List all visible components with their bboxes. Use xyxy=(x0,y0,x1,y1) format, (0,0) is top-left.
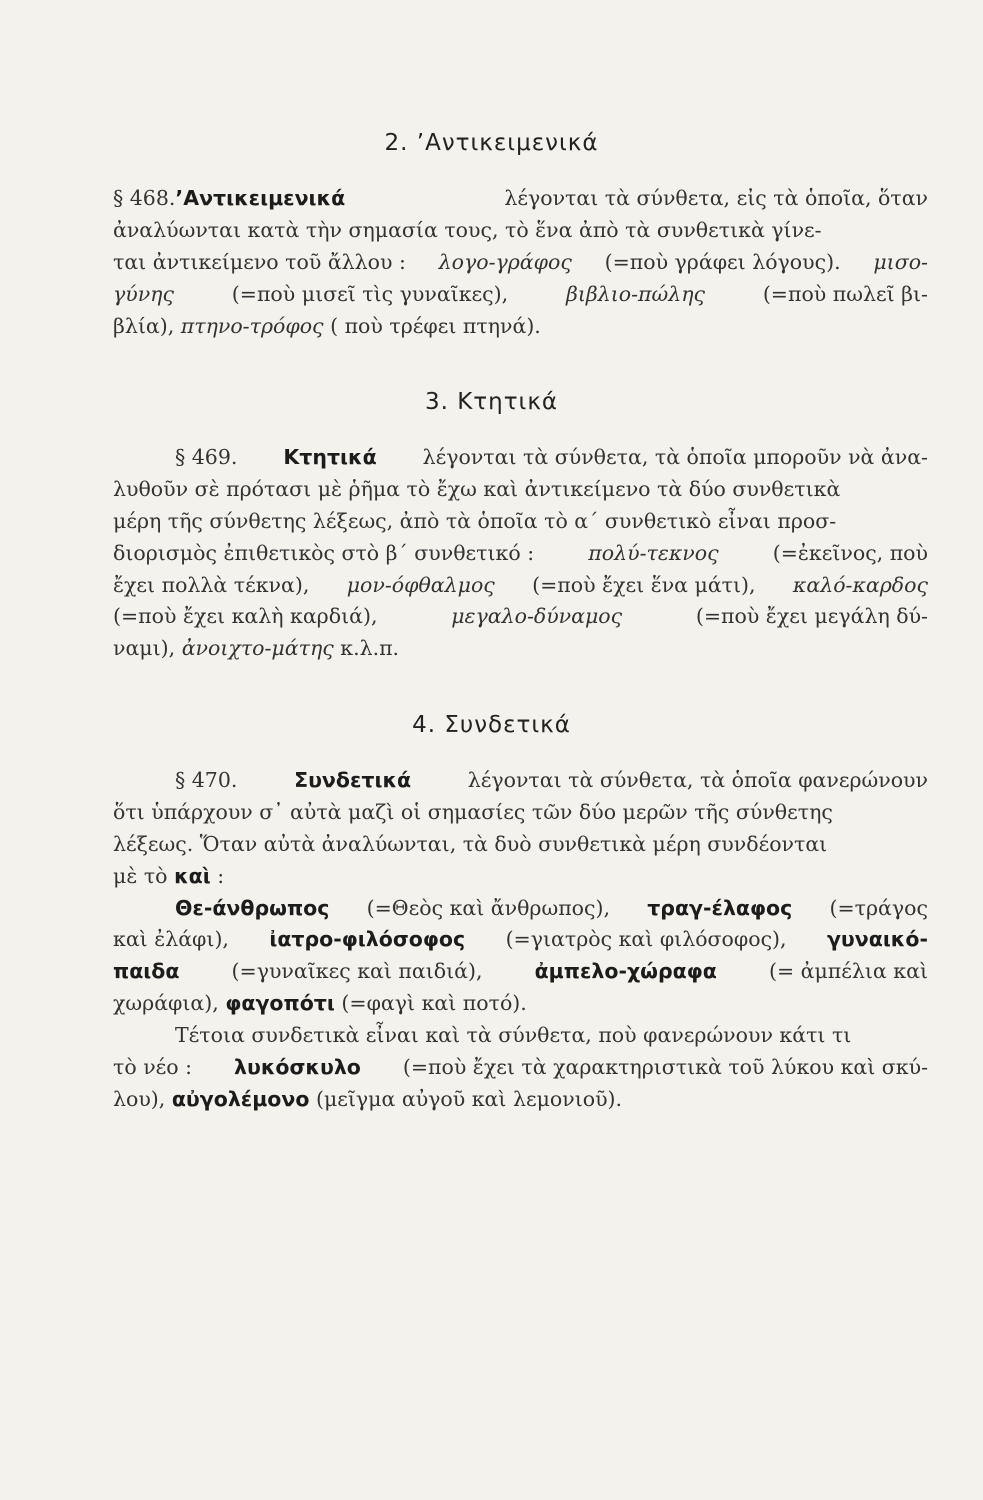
text-line xyxy=(113,893,928,925)
example-word: μεγαλο-δύναμος xyxy=(451,604,623,629)
text-run: (=ποὺ μισεῖ τὶς γυναῖκες), xyxy=(231,281,509,306)
example-word: ἀμπελο-χώραφα xyxy=(534,959,717,984)
text-line xyxy=(113,633,928,665)
text-run: (=ποὺ ἔχει ἕνα μάτι), xyxy=(532,572,756,597)
text-run: κ.λ.π. xyxy=(340,636,400,661)
text-line xyxy=(113,829,928,861)
example-word: παιδα xyxy=(113,959,180,984)
text-run: (=τράγος xyxy=(829,895,928,920)
term: καὶ xyxy=(174,863,211,888)
section-number: § 468. xyxy=(113,186,176,210)
paragraph-469 xyxy=(113,442,928,665)
text-run: λέγονται τὰ σύνθετα, τὰ ὁποῖα φανερώνουν xyxy=(467,768,928,792)
section-heading-3: 3. Κτητικά xyxy=(424,389,559,415)
text-line xyxy=(113,215,928,247)
text-run: (μεῖγμα αὐγοῦ καὶ λεμονιοῦ). xyxy=(315,1086,623,1111)
section-heading-2: 2. ’Αντικειμενικά xyxy=(384,130,599,156)
example-word: μον-όφθαλμος xyxy=(346,572,495,597)
paragraph-468 xyxy=(113,183,928,342)
text-run: ναμι), xyxy=(113,636,176,661)
example-word: γύνης xyxy=(113,281,174,306)
paragraph-470 xyxy=(113,765,928,1116)
example-word: Θε-άνθρωπος xyxy=(175,895,330,920)
term: Κτητικά xyxy=(283,445,377,469)
text-run: (=ποὺ γράφει λόγους). xyxy=(604,249,841,274)
text-run: λυθοῦν σὲ πρότασι μὲ ῥῆμα τὸ ἔχω καὶ ἀντικείμενο τὰ δύο συνθετικὰ xyxy=(113,476,841,501)
example-word: καλό-καρδος xyxy=(792,572,928,597)
term: ’Αντικειμενικά xyxy=(175,186,346,210)
text-line xyxy=(113,956,928,988)
text-run: (=ἐκεῖνος, ποὺ xyxy=(772,540,928,565)
text-line xyxy=(113,861,928,893)
text-line xyxy=(113,797,928,829)
text-run: τὸ νέο : xyxy=(113,1055,193,1080)
example-word: αὐγολέμονο xyxy=(171,1086,310,1111)
text-run: (=ποὺ ἔχει καλὴ καρδιά), xyxy=(113,604,378,629)
example-word: ἰατρο-φιλόσοφος xyxy=(269,927,466,952)
text-line xyxy=(113,474,928,506)
text-line xyxy=(113,1020,928,1052)
text-line xyxy=(113,247,928,279)
text-line xyxy=(113,765,928,797)
text-run: (=γυναῖκες καὶ παιδιά), xyxy=(231,959,483,984)
example-word: γυναικό- xyxy=(826,927,928,952)
text-run: ( ποὺ τρέφει πτηνά). xyxy=(330,313,541,338)
text-run: (=ποὺ πωλεῖ βι- xyxy=(762,281,928,306)
example-word: μισο- xyxy=(873,249,928,274)
section-number: § 469. xyxy=(175,445,238,469)
example-word: βιβλιο-πώλης xyxy=(565,281,705,306)
text-line xyxy=(113,506,928,538)
text-run: (=φαγὶ καὶ ποτό). xyxy=(341,991,527,1016)
text-line xyxy=(113,924,928,956)
example-word: λυκόσκυλο xyxy=(234,1055,361,1080)
text-run: βλία), xyxy=(113,313,175,338)
text-run: χωράφια), xyxy=(113,991,219,1016)
text-run: μέρη τῆς σύνθετης λέξεως, ἀπὸ τὰ ὁποῖα τὸ α΄ συνθετικὸ εἶναι προσ- xyxy=(113,508,837,533)
example-word: λογο-γράφος xyxy=(438,249,572,274)
text-line xyxy=(113,311,928,343)
text-run: λέγονται τὰ σύνθετα, τὰ ὁποῖα μποροῦν νὰ ἀνα- xyxy=(422,445,928,469)
text-run: ται ἀντικείμενο τοῦ ἄλλου : xyxy=(113,249,406,274)
example-word: πολύ-τεκνος xyxy=(588,540,719,565)
text-run: Τέτοια συνδετικὰ εἶναι καὶ τὰ σύνθετα, ποὺ φανερώνουν κάτι τι xyxy=(175,1023,852,1048)
text-line xyxy=(113,183,928,215)
text-run: λέξεως. Ὅταν αὐτὰ ἀναλύωνται, τὰ δυὸ συνθετικὰ μέρη συνδέονται xyxy=(113,831,828,856)
section-heading-4: 4. Συνδετικά xyxy=(412,712,571,738)
text-run: (=γιατρὸς καὶ φιλόσοφος), xyxy=(505,927,787,952)
text-line xyxy=(113,570,928,602)
text-line xyxy=(113,1084,928,1116)
text-run: : xyxy=(217,863,225,888)
text-line xyxy=(113,601,928,633)
example-word: ἀνοιχτο-μάτης xyxy=(181,636,334,661)
text-run: (= ἀμπέλια καὶ xyxy=(768,959,928,984)
example-word: τραγ-έλαφος xyxy=(647,895,793,920)
text-run: ὅτι ὑπάρχουν σ᾽ αὐτὰ μαζὶ οἱ σημασίες τῶν δύο μερῶν τῆς σύνθετης xyxy=(113,799,833,824)
text-run: λου), xyxy=(113,1086,166,1111)
text-run: καὶ ἐλάφι), xyxy=(113,927,229,952)
section-number: § 470. xyxy=(175,768,238,792)
text-run: μὲ τὸ xyxy=(113,863,168,888)
text-run: ἀναλύωνται κατὰ τὴν σημασία τους, τὸ ἕνα ἀπὸ τὰ συνθετικὰ γίνε- xyxy=(113,217,822,242)
text-line xyxy=(113,538,928,570)
example-word: πτηνο-τρόφος xyxy=(180,313,324,338)
text-run: λέγονται τὰ σύνθετα, εἰς τὰ ὁποῖα, ὅταν xyxy=(504,186,928,210)
text-line xyxy=(113,442,928,474)
text-line xyxy=(113,988,928,1020)
text-line xyxy=(113,279,928,311)
example-word: φαγοπότι xyxy=(225,991,335,1016)
text-line xyxy=(113,1052,928,1084)
text-run: διορισμὸς ἐπιθετικὸς στὸ β΄ συνθετικό : xyxy=(113,540,535,565)
text-run: (=Θεὸς καὶ ἄνθρωπος), xyxy=(366,895,611,920)
term: Συνδετικά xyxy=(294,768,412,792)
text-run: (=ποὺ ἔχει τὰ χαρακτηριστικὰ τοῦ λύκου καὶ σκύ- xyxy=(402,1055,928,1080)
text-run: ἔχει πολλὰ τέκνα), xyxy=(113,572,310,597)
text-run: (=ποὺ ἔχει μεγάλη δύ- xyxy=(695,604,928,629)
